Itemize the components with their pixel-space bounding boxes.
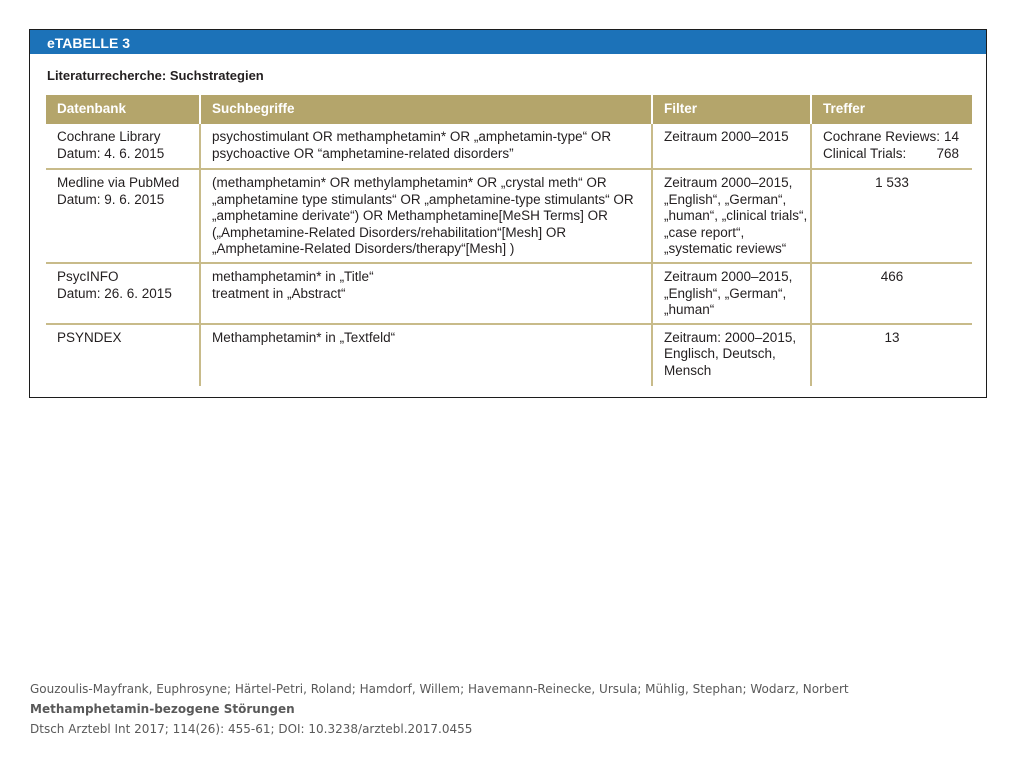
hits-label: Cochrane Reviews: (823, 129, 941, 144)
cell-database: PSYNDEX (57, 329, 122, 345)
citation-title: Methamphetamin-bezogene Störungen (30, 702, 295, 716)
table-label: eTABELLE 3 (30, 30, 986, 54)
cell-hits: 13 (811, 324, 972, 386)
cell-filter: Zeitraum 2000–2015 (652, 124, 811, 169)
table-header-row (46, 95, 972, 124)
table-panel (29, 29, 987, 398)
cell-hits (811, 124, 972, 169)
cell-database: Medline via PubMed Datum: 9. 6. 2015 (46, 169, 200, 263)
citation-authors: Gouzoulis-Mayfrank, Euphrosyne; Härtel-Petri, Roland; Hamdorf, Willem; Havemann-Reinecke, Ursula; Mühlig, Stephan; Wodarz, Norbert (30, 682, 849, 696)
hits-label: Clinical Trials: (823, 145, 907, 161)
search-strategy-table (46, 95, 972, 386)
table-row (46, 324, 972, 386)
cell-hits: 466 (811, 263, 972, 324)
hits-value: 14 (943, 129, 959, 144)
table-row (46, 124, 972, 169)
citation-reference: Dtsch Arztebl Int 2017; 114(26): 455-61; DOI: 10.3238/arztebl.2017.0455 (30, 722, 473, 736)
cell-terms: psychostimulant OR methamphetamin* OR „amphetamin-type“ OR psychoactive OR “amphetamine-related disorders” (200, 124, 652, 169)
cell-terms: Methamphetamin* in „Textfeld“ (200, 324, 652, 386)
cell-database: PsycINFO Datum: 26. 6. 2015 (46, 263, 200, 324)
table-row (46, 263, 972, 324)
cell-filter: Zeitraum 2000–2015, „English“, „German“, „human“ (652, 263, 811, 324)
table-subtitle: Literaturrecherche: Suchstrategien (47, 68, 264, 83)
header-filter: Filter (652, 95, 811, 124)
cell-terms: (methamphetamin* OR methylamphetamin* OR „crystal meth“ OR „amphetamine type stimulants“ OR „amphetamine-type stimulants“ OR „amphetamine derivate“) OR Methamphetamine[MeSH Terms] OR („Amphetamine-Related Disorders/rehabilitation“[Mesh] OR „Amphetamine-Related Disorders/therapy“[Mesh] ) (200, 169, 652, 263)
cell-terms: methamphetamin* in „Title“ treatment in „Abstract“ (200, 263, 652, 324)
cell-filter: Zeitraum: 2000–2015, Englisch, Deutsch, Mensch (652, 324, 811, 386)
citation (30, 679, 849, 739)
cell-hits: 1 533 (811, 169, 972, 263)
header-treffer: Treffer (811, 95, 972, 124)
header-datenbank: Datenbank (46, 95, 200, 124)
hits-value: 768 (936, 145, 959, 161)
cell-filter: Zeitraum 2000–2015, „English“, „German“, „human“, „clinical trials“, „case report“, „systematic reviews“ (652, 169, 811, 263)
cell-database: Cochrane Library Datum: 4. 6. 2015 (46, 124, 200, 169)
table-row (46, 169, 972, 263)
header-suchbegriffe: Suchbegriffe (200, 95, 652, 124)
